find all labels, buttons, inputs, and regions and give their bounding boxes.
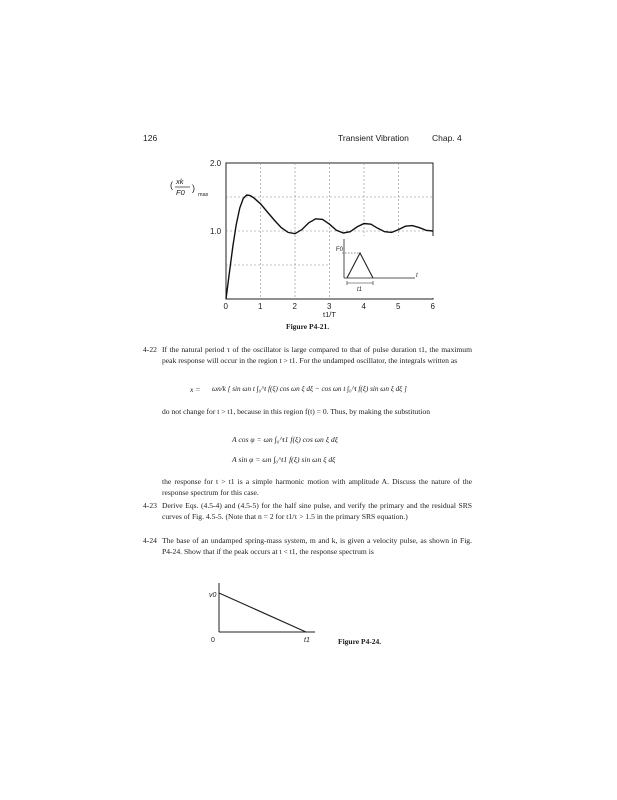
- y-label-numerator: xk: [176, 177, 184, 186]
- problem-4-23-number: 4-23: [143, 501, 157, 510]
- inset-triangle-pulse: [330, 236, 435, 298]
- problem-4-22-text: If the natural period τ of the oscillator is large compared to that of pulse duration t1, the maximum peak response will occur in the region t > t1. For the undamped oscillator, the integrals written as: [162, 345, 472, 365]
- figure-p4-24-caption: Figure P4-24.: [338, 637, 382, 646]
- x-tick-label: 4: [361, 302, 366, 311]
- problem-4-22-text-end: the response for t > t1 is a simple harmonic motion with amplitude A. Discuss the nature of the response spectrum for this case.: [162, 477, 472, 497]
- y-tick-label: 1.0: [210, 227, 222, 236]
- x-tick-label: 1: [258, 302, 263, 311]
- page-number: 126: [143, 133, 158, 143]
- y-label-subscript: max: [198, 192, 209, 198]
- figure-p4-24-diagram: [200, 575, 330, 655]
- x-tick-label: 6: [430, 302, 435, 311]
- problem-4-24-number: 4-24: [143, 536, 157, 545]
- problem-4-22-number: 4-22: [143, 345, 157, 354]
- problem-4-22-text-after: do not change for t > t1, because in this region f(t) = 0. Thus, by making the substitution: [162, 407, 431, 416]
- y-label-denominator: F0: [176, 188, 185, 197]
- origin-label: 0: [211, 637, 215, 644]
- svg-text:(: (: [170, 180, 173, 190]
- x-axis-label: t1/T: [323, 310, 336, 319]
- x-tick-label: 0: [223, 302, 228, 311]
- x-tick-label: 5: [396, 302, 401, 311]
- figure-p4-21-chart: [140, 150, 460, 320]
- chapter-label: Chap. 4: [432, 133, 462, 143]
- svg-text:): ): [192, 183, 195, 193]
- x-tick-label: 2: [292, 302, 297, 311]
- y-axis-label: [170, 177, 209, 198]
- running-title: Transient Vibration: [338, 133, 409, 143]
- substitution-sin: A sin φ = ωn ∫₀^t1 f(ξ) sin ωn ξ dξ: [232, 455, 336, 464]
- x-tick-label: 3: [327, 302, 332, 311]
- substitution-cos: A cos φ = ωn ∫₀^t1 f(ξ) cos ωn ξ dξ: [232, 435, 338, 444]
- v0-label: v0: [209, 592, 217, 599]
- t1-label: t1: [304, 637, 310, 644]
- inset-duration-label: t1: [357, 287, 363, 293]
- equation-rhs: ωn/k [ sin ωn t ∫₀^t f(ξ) cos ωn ξ dξ − cos ωn t ∫₀^t f(ξ) sin ωn ξ dξ ]: [212, 385, 407, 393]
- equation-lhs: x =: [190, 385, 201, 394]
- y-tick-label: 2.0: [210, 159, 222, 168]
- problem-4-24-text: The base of an undamped spring-mass system, m and k, is given a velocity pulse, as shown in Fig. P4-24. Show that if the peak occurs at t < t1, the response spectrum is: [162, 536, 472, 556]
- problem-4-23-text: Derive Eqs. (4.5-4) and (4.5-5) for the half sine pulse, and verify the primary and the residual SRS curves of Fig. 4.5-5. (Note that n = 2 for t1/τ > 1.5 in the primary SRS equation.): [162, 501, 472, 521]
- inset-time-label: t: [416, 273, 418, 279]
- figure-p4-21-caption: Figure P4-21.: [286, 322, 330, 331]
- inset-force-label: F0: [336, 247, 344, 253]
- velocity-pulse-line: [219, 593, 306, 632]
